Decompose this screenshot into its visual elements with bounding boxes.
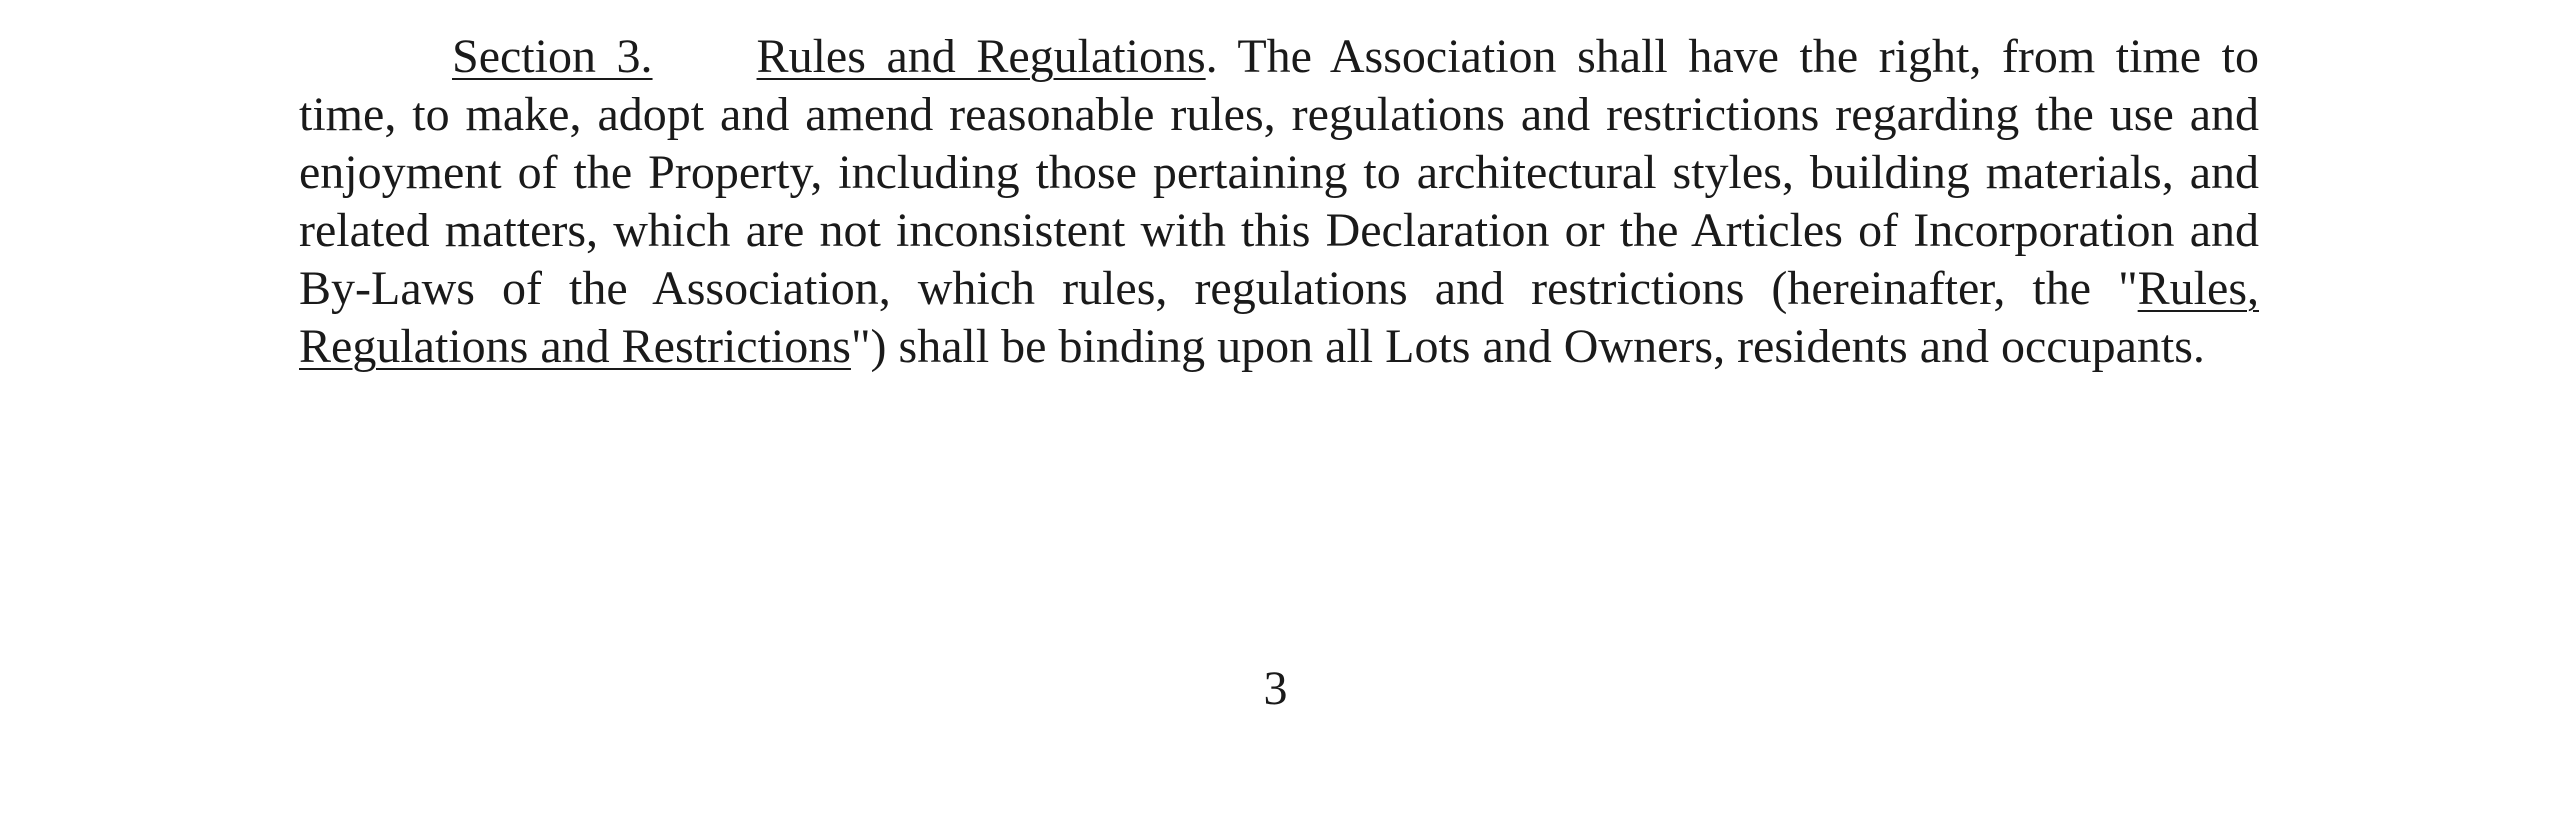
page-number: 3 xyxy=(1263,662,1288,715)
section-title-period: . xyxy=(1205,30,1218,83)
section-body-part-1: The Association shall have the right, from time to time, to make, adopt and amend reasonable rules, regulations and restrictions regarding the use and enjoyment of the Property, including those pertaining to architectural styles, building materials, and related matters, which are not inconsistent with this Declaration or the Articles of Incorporation and By-Laws of the Association, which rules, regulations and restrictions (hereinafter, the " xyxy=(299,30,2260,315)
section-3-paragraph xyxy=(299,28,2259,376)
section-number: Section 3. xyxy=(452,30,653,83)
defined-term: Rules, Regulations and Restrictions xyxy=(299,262,2259,373)
section-title: Rules and Regulations xyxy=(756,30,1206,83)
section-body-part-2: ") shall be binding upon all Lots and Owners, residents and occupants. xyxy=(850,320,2205,373)
